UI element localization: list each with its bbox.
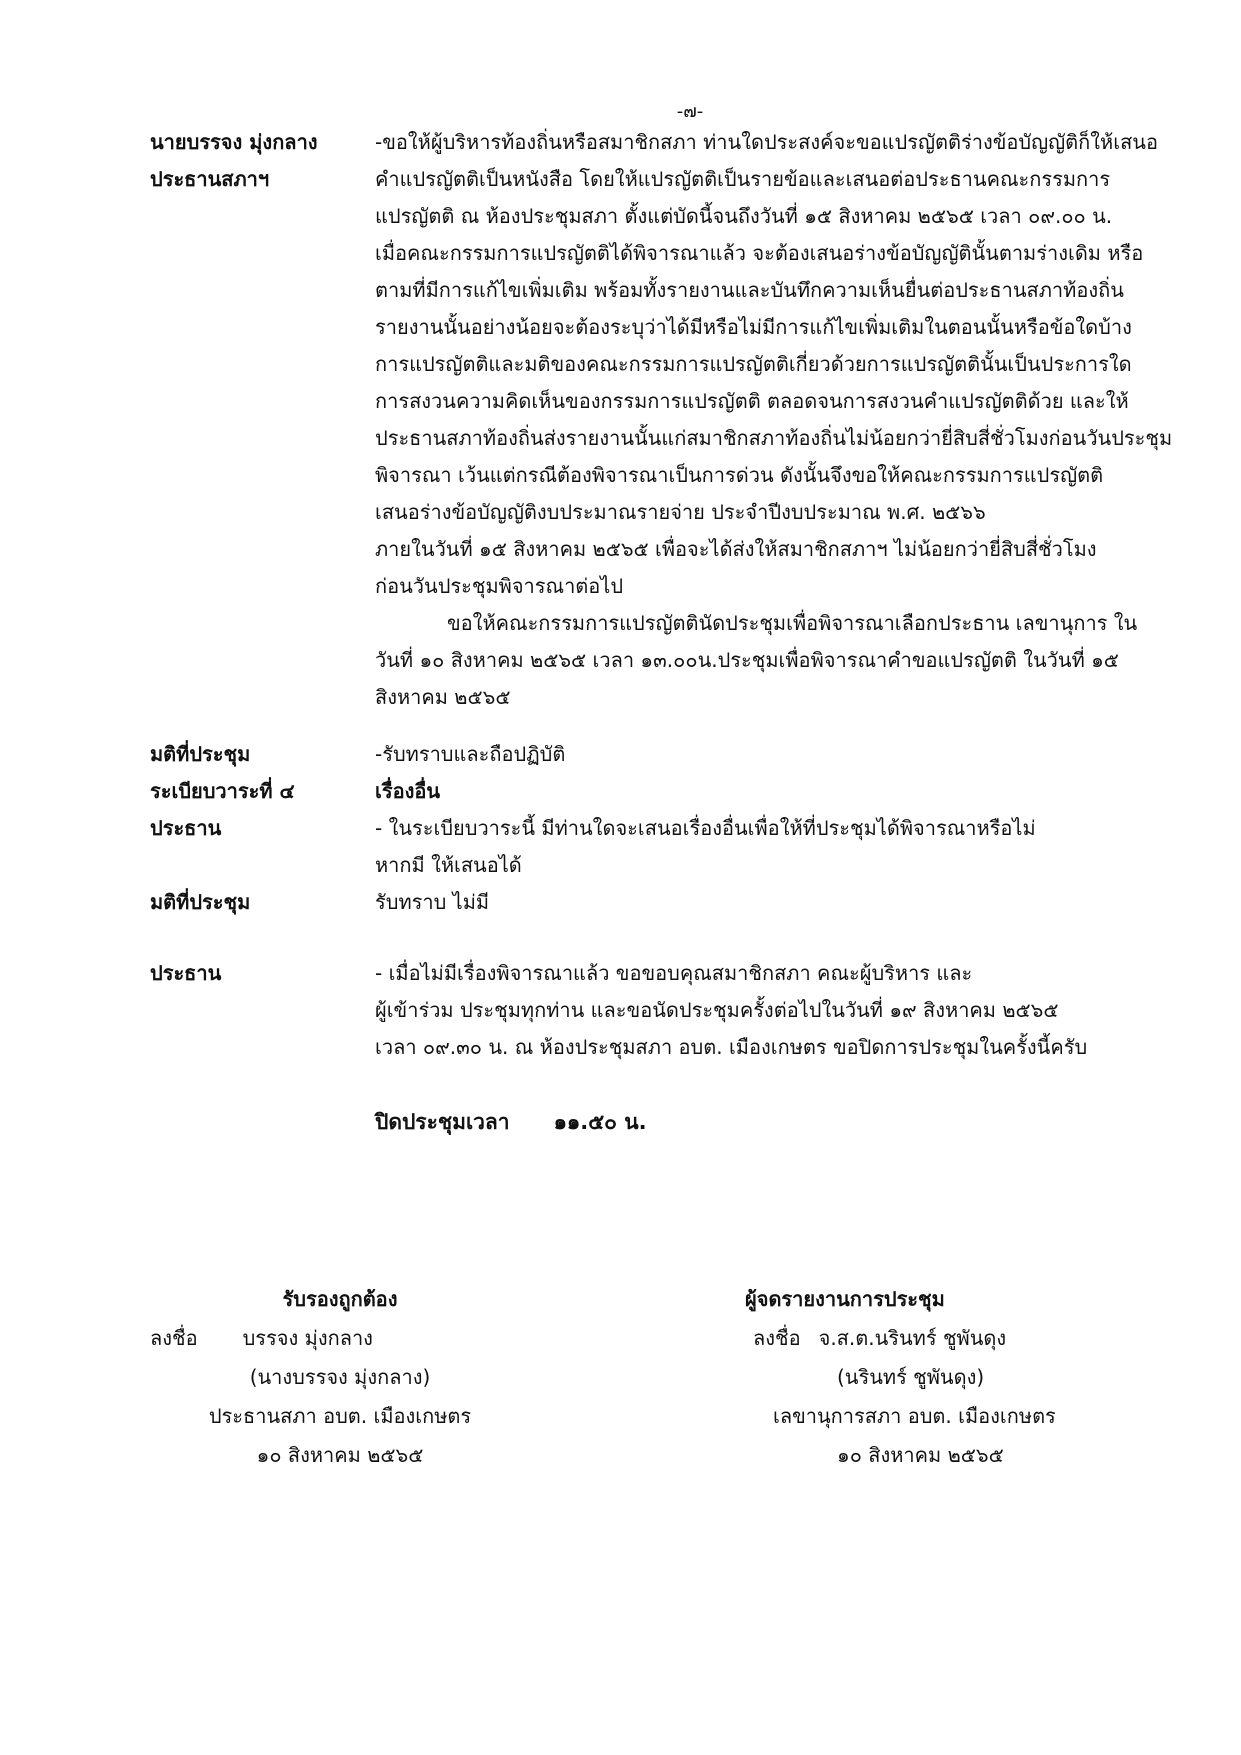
- speaker-label: [150, 124, 360, 198]
- text-line: ตามที่มีการแก้ไขเพิ่มเติม พร้อมทั้งรายงานและบันทึกความเห็นยื่นต่อประธานสภาท้องถิ่น: [375, 278, 1124, 302]
- text-line: การแปรญัตติและมติของคณะกรรมการแปรญัตติเกี่ยวด้วยการแปรญัตตินั้นเป็นประการใด: [375, 352, 1132, 376]
- speaker-label: ประธาน: [150, 816, 222, 840]
- section-text: [375, 736, 1195, 773]
- text-line: พิจารณา เว้นแต่กรณีต้องพิจารณาเป็นการด่วน ดังนั้นจึงขอให้คณะกรรมการแปรญัตติ: [375, 463, 1104, 487]
- closing-time-value: ๑๑.๕๐ น.: [553, 1110, 647, 1134]
- signature-line: [745, 1319, 1145, 1358]
- text-line: รายงานนั้นอย่างน้อยจะต้องระบุว่าได้มีหรือไม่มีการแก้ไขเพิ่มเติมในตอนนั้นหรือข้อใดบ้าง: [375, 315, 1132, 339]
- text-line: -ขอให้ผู้บริหารท้องถิ่นหรือสมาชิกสภา ท่านใดประสงค์จะขอแปรญัตติร่างข้อบัญญัติก็ให้เสนอ: [375, 130, 1158, 154]
- text-line: ขอให้คณะกรรมการแปรญัตตินัดประชุมเพื่อพิจารณาเลือกประธาน เลขานุการ ใน: [447, 611, 1138, 635]
- signature-block-right: [745, 1280, 1145, 1475]
- text-line: - เมื่อไม่มีเรื่องพิจารณาแล้ว ขอขอบคุณสมาชิกสภา คณะผู้บริหาร และ: [375, 961, 973, 985]
- section-text: [375, 884, 1195, 921]
- closing-time: [375, 1104, 647, 1141]
- signature-date: ๑๐ สิงหาคม ๒๕๖๕: [256, 1443, 424, 1467]
- sign-prefix: ลงชื่อ: [753, 1326, 801, 1350]
- text-line: เรื่องอื่น: [375, 779, 441, 803]
- text-line: สิงหาคม ๒๕๖๕: [375, 685, 511, 709]
- section-text: [375, 773, 1195, 810]
- speaker-label: มติที่ประชุม: [150, 890, 251, 914]
- text-line: เมื่อคณะกรรมการแปรญัตติได้พิจารณาแล้ว จะต้องเสนอร่างข้อบัญญัตินั้นตามร่างเดิม หรือ: [375, 241, 1144, 265]
- sign-prefix: ลงชื่อ: [150, 1326, 198, 1350]
- text-line: วันที่ ๑๐ สิงหาคม ๒๕๖๕ เวลา ๑๓.๐๐น.ประชุมเพื่อพิจารณาคำขอแปรญัตติ ในวันที่ ๑๕: [375, 648, 1119, 672]
- text-line: รับทราบ ไม่มี: [375, 890, 490, 914]
- text-line: ภายในวันที่ ๑๕ สิงหาคม ๒๕๖๕ เพื่อจะได้ส่งให้สมาชิกสภาฯ ไม่น้อยกว่ายี่สิบสี่ชั่วโมง: [375, 537, 1097, 561]
- speaker-label: มติที่ประชุม: [150, 742, 251, 766]
- signature: บรรจง มุ่งกลาง: [242, 1326, 373, 1350]
- signer-name: (นางบรรจง มุ่งกลาง): [249, 1365, 431, 1389]
- signature-block-left: [150, 1280, 530, 1475]
- signature-line: [150, 1319, 530, 1358]
- text-line: - ในระเบียบวาระนี้ มีท่านใดจะเสนอเรื่องอื่นเพื่อให้ที่ประชุมได้พิจารณาหรือไม่: [375, 816, 1036, 840]
- text-line: เสนอร่างข้อบัญญัติงบประมาณรายจ่าย ประจำปีงบประมาณ พ.ศ. ๒๕๖๖: [375, 500, 986, 524]
- signer-position: เลขานุการสภา อบต. เมืองเกษตร: [773, 1404, 1056, 1428]
- text-line: ผู้เข้าร่วม ประชุมทุกท่าน และขอนัดประชุมครั้งต่อไปในวันที่ ๑๙ สิงหาคม ๒๕๖๕: [375, 998, 1059, 1022]
- section-text: [375, 955, 1195, 1066]
- section-text: [375, 810, 1195, 884]
- text-line: เวลา ๐๙.๓๐ น. ณ ห้องประชุมสภา อบต. เมืองเกษตร ขอปิดการประชุมในครั้งนี้ครับ: [375, 1035, 1088, 1059]
- page-number: -๗-: [676, 101, 704, 122]
- signature-date: ๑๐ สิงหาคม ๒๕๖๕: [837, 1443, 1004, 1467]
- text-line: ก่อนวันประชุมพิจารณาต่อไป: [375, 574, 624, 598]
- speaker-label: ระเบียบวาระที่ ๔: [150, 779, 295, 803]
- signer-name: (นรินทร์ ชูพันดุง): [837, 1365, 985, 1389]
- signature: จ.ส.ต.นรินทร์ ชูพันดุง: [818, 1326, 1007, 1350]
- text-line: หากมี ให้เสนอได้: [375, 853, 522, 877]
- signer-position: ประธานสภา อบต. เมืองเกษตร: [208, 1404, 472, 1428]
- signature-heading: รับรองถูกต้อง: [282, 1287, 398, 1311]
- text-line: การสงวนความคิดเห็นของกรรมการแปรญัตติ ตลอดจนการสงวนคำแปรญัตติด้วย และให้: [375, 389, 1129, 413]
- section-text: [375, 124, 1195, 716]
- text-line: -รับทราบและถือปฏิบัติ: [375, 742, 566, 766]
- text-line: แปรญัตติ ณ ห้องประชุมสภา ตั้งแต่บัดนี้จนถึงวันที่ ๑๕ สิงหาคม ๒๕๖๕ เวลา ๐๙.๐๐ น.: [375, 204, 1113, 228]
- text-line: คำแปรญัตติเป็นหนังสือ โดยให้แปรญัตติเป็นรายข้อและเสนอต่อประธานคณะกรรมการ: [375, 167, 1111, 191]
- speaker-name: นายบรรจง มุ่งกลาง: [150, 130, 318, 154]
- text-line: ประธานสภาท้องถิ่นส่งรายงานนั้นแก่สมาชิกสภาท้องถิ่นไม่น้อยกว่ายี่สิบสี่ชั่วโมงก่อนวันประชุม: [375, 426, 1173, 450]
- speaker-label: ประธาน: [150, 961, 222, 985]
- signature-heading: ผู้จดรายงานการประชุม: [745, 1287, 945, 1311]
- closing-label: ปิดประชุมเวลา: [375, 1110, 510, 1134]
- speaker-title: ประธานสภาฯ: [150, 167, 270, 191]
